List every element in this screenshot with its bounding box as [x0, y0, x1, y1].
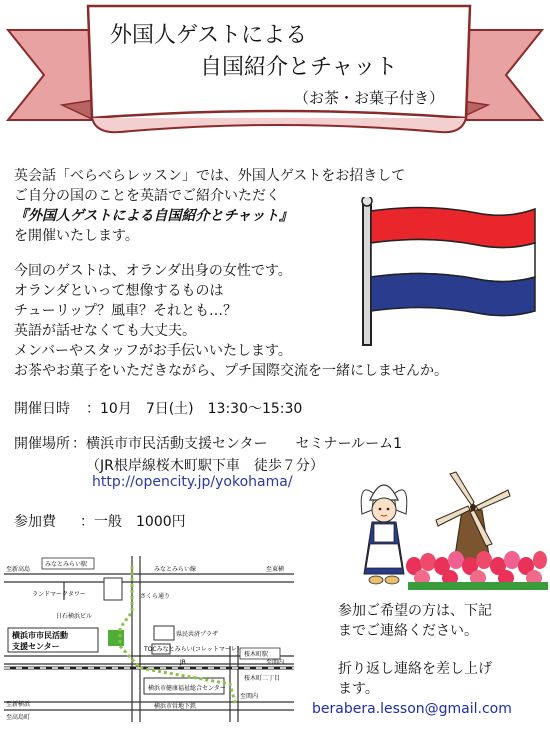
intro-line-2: ご自分の国のことを英語でご紹介いただく [14, 188, 280, 204]
map-label-shinyokohama: 至新横浜 [6, 701, 31, 708]
map-label-nisseki: 日石横浜ビル [56, 613, 93, 620]
date-label: 開催日時 [14, 401, 70, 417]
place-label: 開催場所 [14, 436, 70, 452]
map-label-kannai-2: 至関内 [240, 693, 259, 700]
intro-line-4: を開催いたします。 [14, 228, 139, 244]
fee-value: ：一般 1000円 [80, 514, 186, 530]
title-line-1: 外国人ゲストによる [110, 23, 308, 48]
dutch-girl-windmill-illustration [352, 470, 548, 590]
guest-line-1: 今回のゲストは、オランダ出身の女性です。 [14, 263, 292, 279]
map-label-minatomirai-line: みなとみらい線 [154, 566, 197, 573]
intro-line-1: 英会話「べらべらレッスン」では、外国人ゲストをお招きして [14, 168, 406, 184]
date-value: ：10月 7日(土) 13:30〜15:30 [86, 401, 303, 417]
map-label-sakura-street: さくら通り [140, 593, 171, 600]
map-label-kannai: 至関内 [266, 659, 285, 666]
event-name: 『外国人ゲストによる自国紹介とチャット』 [14, 208, 294, 224]
banner-title-area [88, 6, 466, 118]
place-value: ：横浜市市民活動支援センター セミナールーム1 [72, 436, 403, 452]
map-label-plaza: 県民共済プラザ [176, 631, 219, 638]
map-label-center-1: 横浜市市民活動 [12, 631, 68, 640]
map-label-minatomirai-station: みなとみらい駅 [45, 561, 88, 568]
map-label-takashima: 至新高島 [6, 566, 31, 573]
title-subtitle: （お茶・お菓子付き） [294, 89, 445, 107]
map-label-center-2: 支援センター [12, 642, 60, 651]
fee-label: 参加費 [14, 514, 56, 530]
place-url-link[interactable]: http://opencity.jp/yokohama/ [92, 474, 293, 490]
map-label-landmark: ランドマークタワー [32, 591, 86, 598]
contact-email-link[interactable]: berabera.lesson@gmail.com [312, 701, 512, 717]
map-label-welfare: 横浜市健康福祉総合センター [148, 685, 226, 692]
netherlands-flag-icon [357, 197, 537, 347]
contact-paragraph-2 [338, 659, 492, 699]
guest-line-2: オランダといって想像するものは [14, 283, 224, 299]
access-map [4, 556, 294, 722]
guest-line-3: チューリップ？風車？それとも…？ [14, 303, 238, 319]
map-label-underground: 横浜市営地下鉄 [154, 703, 197, 710]
map-label-toc: TOCみなとみらい(コレットマーレ) [144, 646, 240, 653]
intro-paragraph [14, 166, 405, 246]
map-label-takashimacho: 至高島町 [6, 714, 31, 721]
contact-line-2: までご連絡ください。 [338, 623, 478, 639]
place-access: （JR根岸線桜木町駅下車 徒歩７分） [86, 458, 324, 474]
map-label-jr: JR [180, 659, 186, 666]
contact-line-3: 折り返し連絡を差し上げ [338, 661, 492, 677]
title-line-2: 自国紹介とチャット [200, 55, 398, 80]
guest-line-6: お茶やお菓子をいただきながら、プチ国際交流を一緒にしませんか。 [14, 363, 448, 379]
title-banner [0, 0, 550, 145]
guest-line-5: メンバーやスタッフがお手伝いいたします。 [14, 343, 292, 359]
map-label-sakuragicho: 桜木町駅 [244, 651, 269, 658]
contact-line-4: ます。 [338, 681, 379, 697]
map-label-toyoko: 至東横 [266, 566, 285, 573]
contact-paragraph-1 [338, 601, 492, 641]
guest-line-4: 英語が話せなくても大丈夫。 [14, 323, 196, 339]
map-label-sakuragicho-2: 桜木町二丁目 [244, 675, 281, 682]
contact-line-1: 参加ご希望の方は、下記 [338, 603, 492, 619]
